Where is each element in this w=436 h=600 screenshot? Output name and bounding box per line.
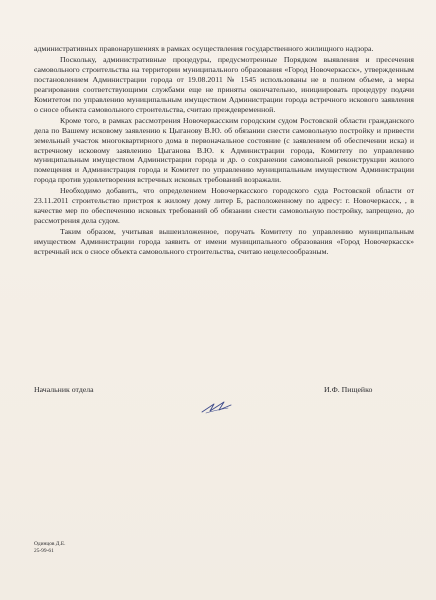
- paragraph-court-case: Кроме того, в рамках рассмотрения Новочеркасским городским судом Ростовской области гражданского дела по Вашему исковому заявлению к Цыганову В.Ю. об обязании снести самовольную постройку и привести земельный участок многоквартирного дома в первоначальное состояние (с заявлением об обеспечении иска) и встречному исковому заявлению Цыганова В.Ю. к Администрации города, Комитету по управлению муниципальным имуществом Администрации города и др. о сохранении самовольной реконструкции жилого помещения и Администрация города и Комитет по управлению муниципальным имуществом Администрации города против удовлетворения встречных исковых требований возражали.: [34, 115, 414, 185]
- document-footer: [34, 541, 65, 555]
- paragraph-conclusion: Таким образом, учитывая вышеизложенное, поручать Комитету по управлению муниципальным имуществом Администрации города заявить от имени муниципального образования «Город Новочеркасск» встречный иск о сносе объекта самовольного строительства, считаю нецелесообразным.: [34, 227, 414, 257]
- footer-phone: 25-99-61: [34, 548, 54, 555]
- paragraph-continuation: административных правонарушениях в рамках осуществления государственного жилищного надзора.: [34, 44, 374, 53]
- document-body: [34, 44, 414, 257]
- handwritten-signature-icon: [200, 398, 234, 416]
- paragraph-court-ruling: Необходимо добавить, что определением Новочеркасского городского суда Ростовской области от 23.11.2011 строительство пристроя к жилому дому литер Б, расположенному по адресу: г. Новочеркасск, , в качестве мер по обеспечению исковых требований об обязании снести самовольную постройку, запрещено, до рассмотрения дела судом.: [34, 186, 414, 226]
- signature-name: И.Ф. Пищейко: [324, 385, 373, 394]
- footer-author: Одинцов Д.Е.: [34, 541, 66, 547]
- paragraph-procedures: Поскольку, административные процедуры, предусмотренные Порядком выявления и пресечения самовольного строительства на территории муниципального образования «Город Новочеркасск», утвержденным постановлением Администрации города от 19.08.2011 № 1545 использованы не в полном объеме, а меры реагирования соответствующими службами еще не приняты окончательно, инициировать процедуру подачи Комитетом по управлению муниципальным имуществом Администрации города встречного искового заявления о сносе объекта самовольного строительства, считаю преждевременной.: [34, 54, 414, 114]
- signature-title: Начальник отдела: [34, 385, 94, 394]
